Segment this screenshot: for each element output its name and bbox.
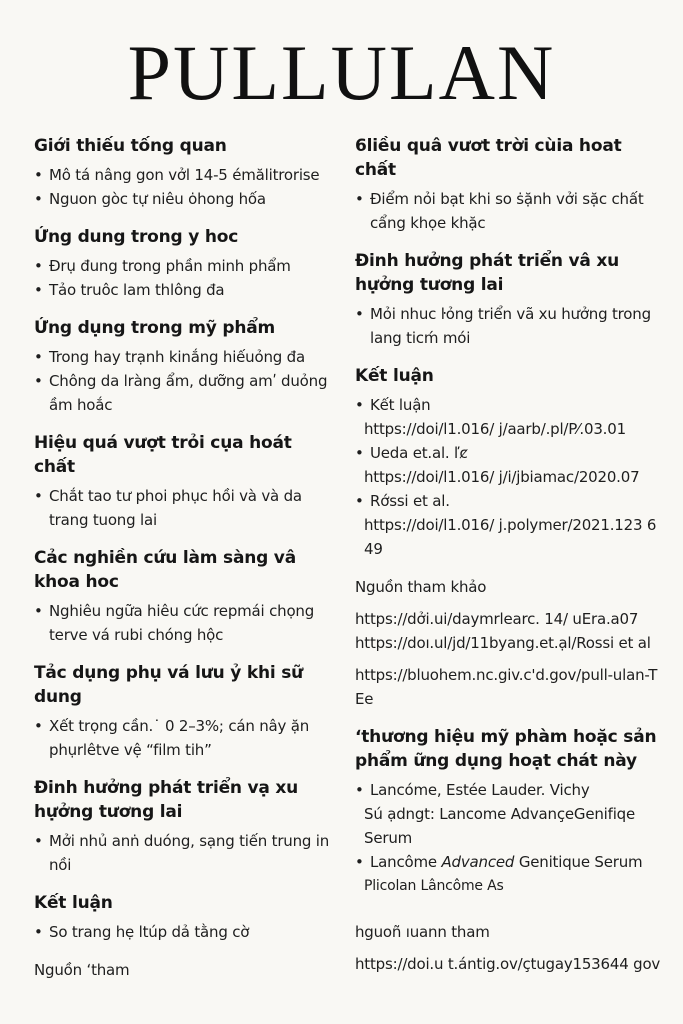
brand-product: Plicolan Lâncôme As (364, 878, 504, 894)
brand-prefix: Lancôme (370, 853, 442, 871)
bullet-item: • Mỏi nhuc ŀỏng triển vã xu hưởng trong lang ticḿ mói (355, 302, 665, 350)
bullet-item: • Đrụ đung trong phần minh phẩm (34, 254, 334, 278)
section-heading: Đinh hưởng phát triển vâ xu hựởng tương lai (355, 251, 620, 295)
citation-label: Ueda et.al. ľȼ (370, 444, 468, 462)
bullet-item: • Mô tá nâng gon vởl 14-5 émălitrorise (34, 163, 334, 187)
section-heading: Cảc nghiền cứu làm sàng vâ khoa hoc (34, 548, 296, 592)
brand-italic: Advanced (441, 853, 515, 871)
right-column (355, 134, 665, 990)
section-heading: Hiệu quá vượt trỏi cụa hoát chất (34, 433, 292, 477)
section-heading: Ứng dung trong y hoc (34, 227, 239, 247)
section-heading: Giới thiếu tống quan (34, 136, 227, 156)
section-heading: Kết luận (34, 893, 113, 913)
reference-link[interactable]: https://doi.u t.ántig.ov/çtugay153644 gov (355, 955, 661, 973)
section-medical-use (34, 225, 334, 302)
section-heading: 6liều quâ vươt trời cùia hoat chất (355, 136, 622, 180)
brand-names: Lancóme, Estée Lauder. Vichy (370, 781, 590, 799)
brand-item (355, 778, 665, 850)
brand-suffix: Genitique Serum (514, 853, 643, 871)
bullet-item: • Điểm nỏi bạt khi so ṡặnh vởi sặc chất cẩng khọe khặc (355, 187, 665, 235)
section-heading: ʻthương hiệu mỹ phàm hoặc sản phẩm ững dụng hoạt chát này (355, 727, 657, 771)
section-efficacy (34, 431, 334, 532)
section-heading: Ứng dụng trong mỹ phẩm (34, 318, 276, 338)
section-conclusion (34, 891, 334, 944)
brand-product: Sú ạdngt: Lancome AdvançeGenifiqe Serum (364, 805, 636, 847)
citation-item (355, 441, 665, 489)
references-heading: hguoñ ıuann tham (355, 923, 490, 941)
section-heading: Đinh hưởng phát triển vạ xu hựởng tương lai (34, 778, 299, 822)
references-label: Nguồn ʻtham (34, 961, 130, 979)
bullet-item: • Nguon gòc tự niêu ȯhong hốa (34, 187, 334, 211)
reference-link[interactable]: https://dởi.ui/daymrlearc. 14/ uEra.a07 (355, 610, 639, 628)
section-heading: Tảc dụng phụ vá lưu ỷ khi sữ dung (34, 663, 304, 707)
citation-label: Kết luận (370, 396, 431, 414)
citation-link[interactable]: https://doi/l1.016/ j/aarb/.pl/P⁄.03.01 (364, 420, 626, 438)
page-title: PULLULAN (127, 29, 556, 116)
reference-link[interactable]: https://bluohem.nc.giv.c'd.gov/pull-ulan-TEe (355, 666, 658, 708)
citation-item (355, 393, 665, 441)
bullet-item: • Tảo truôc lam thlông đa (34, 278, 334, 302)
section-future-trends (34, 776, 334, 877)
section-footer-references (355, 920, 665, 976)
section-overview (34, 134, 334, 211)
section-conclusion (355, 364, 665, 561)
reference-link[interactable]: https://doı.ul/jd/11byang.et.ạl/Rossi et al (355, 634, 651, 652)
section-references (355, 575, 665, 711)
section-brands (355, 725, 665, 898)
bullet-item: • Nghiêu ngữa hiêu cức repmái chọng terve vá rubi chóng hộc (34, 599, 334, 647)
bullet-item: • Xết trọng cần.˙ 0 2–3%; cán nây ặn phụrlêtve vệ “film tih” (34, 714, 334, 762)
bullet-item: • Chông da lràng ẩm, dưỡng amʹ duỏng ầm hoắc (34, 369, 334, 417)
citation-label: Rớssi et al. (370, 492, 450, 510)
left-column (34, 134, 334, 982)
bullet-item: • Mởi nhủ anṅ duóng, sạng tiến trung in nồi (34, 829, 334, 877)
section-side-effects (34, 661, 334, 762)
section-efficacy (355, 134, 665, 235)
section-cosmetic-use (34, 316, 334, 417)
section-clinical-research (34, 546, 334, 647)
citation-link[interactable]: https://doi/l1.016/ j.polymer/2021.123 649 (364, 516, 657, 558)
references-heading: Nguồn tham khảo (355, 578, 487, 596)
section-future-trends (355, 249, 665, 350)
section-heading: Kết luận (355, 366, 434, 386)
citation-item (355, 489, 665, 561)
bullet-item: • So trang hẹ ltúp dả tằng cờ (34, 920, 334, 944)
brand-item (355, 850, 665, 898)
bullet-item: • Chắt tao tư phoi phục hồi và và da trang tuong lai (34, 484, 334, 532)
bullet-item: • Trong hay trạnh kinắng hiếuỏng đa (34, 345, 334, 369)
citation-link[interactable]: https://doi/l1.016/ j/i/jbiamac/2020.07 (364, 468, 640, 486)
